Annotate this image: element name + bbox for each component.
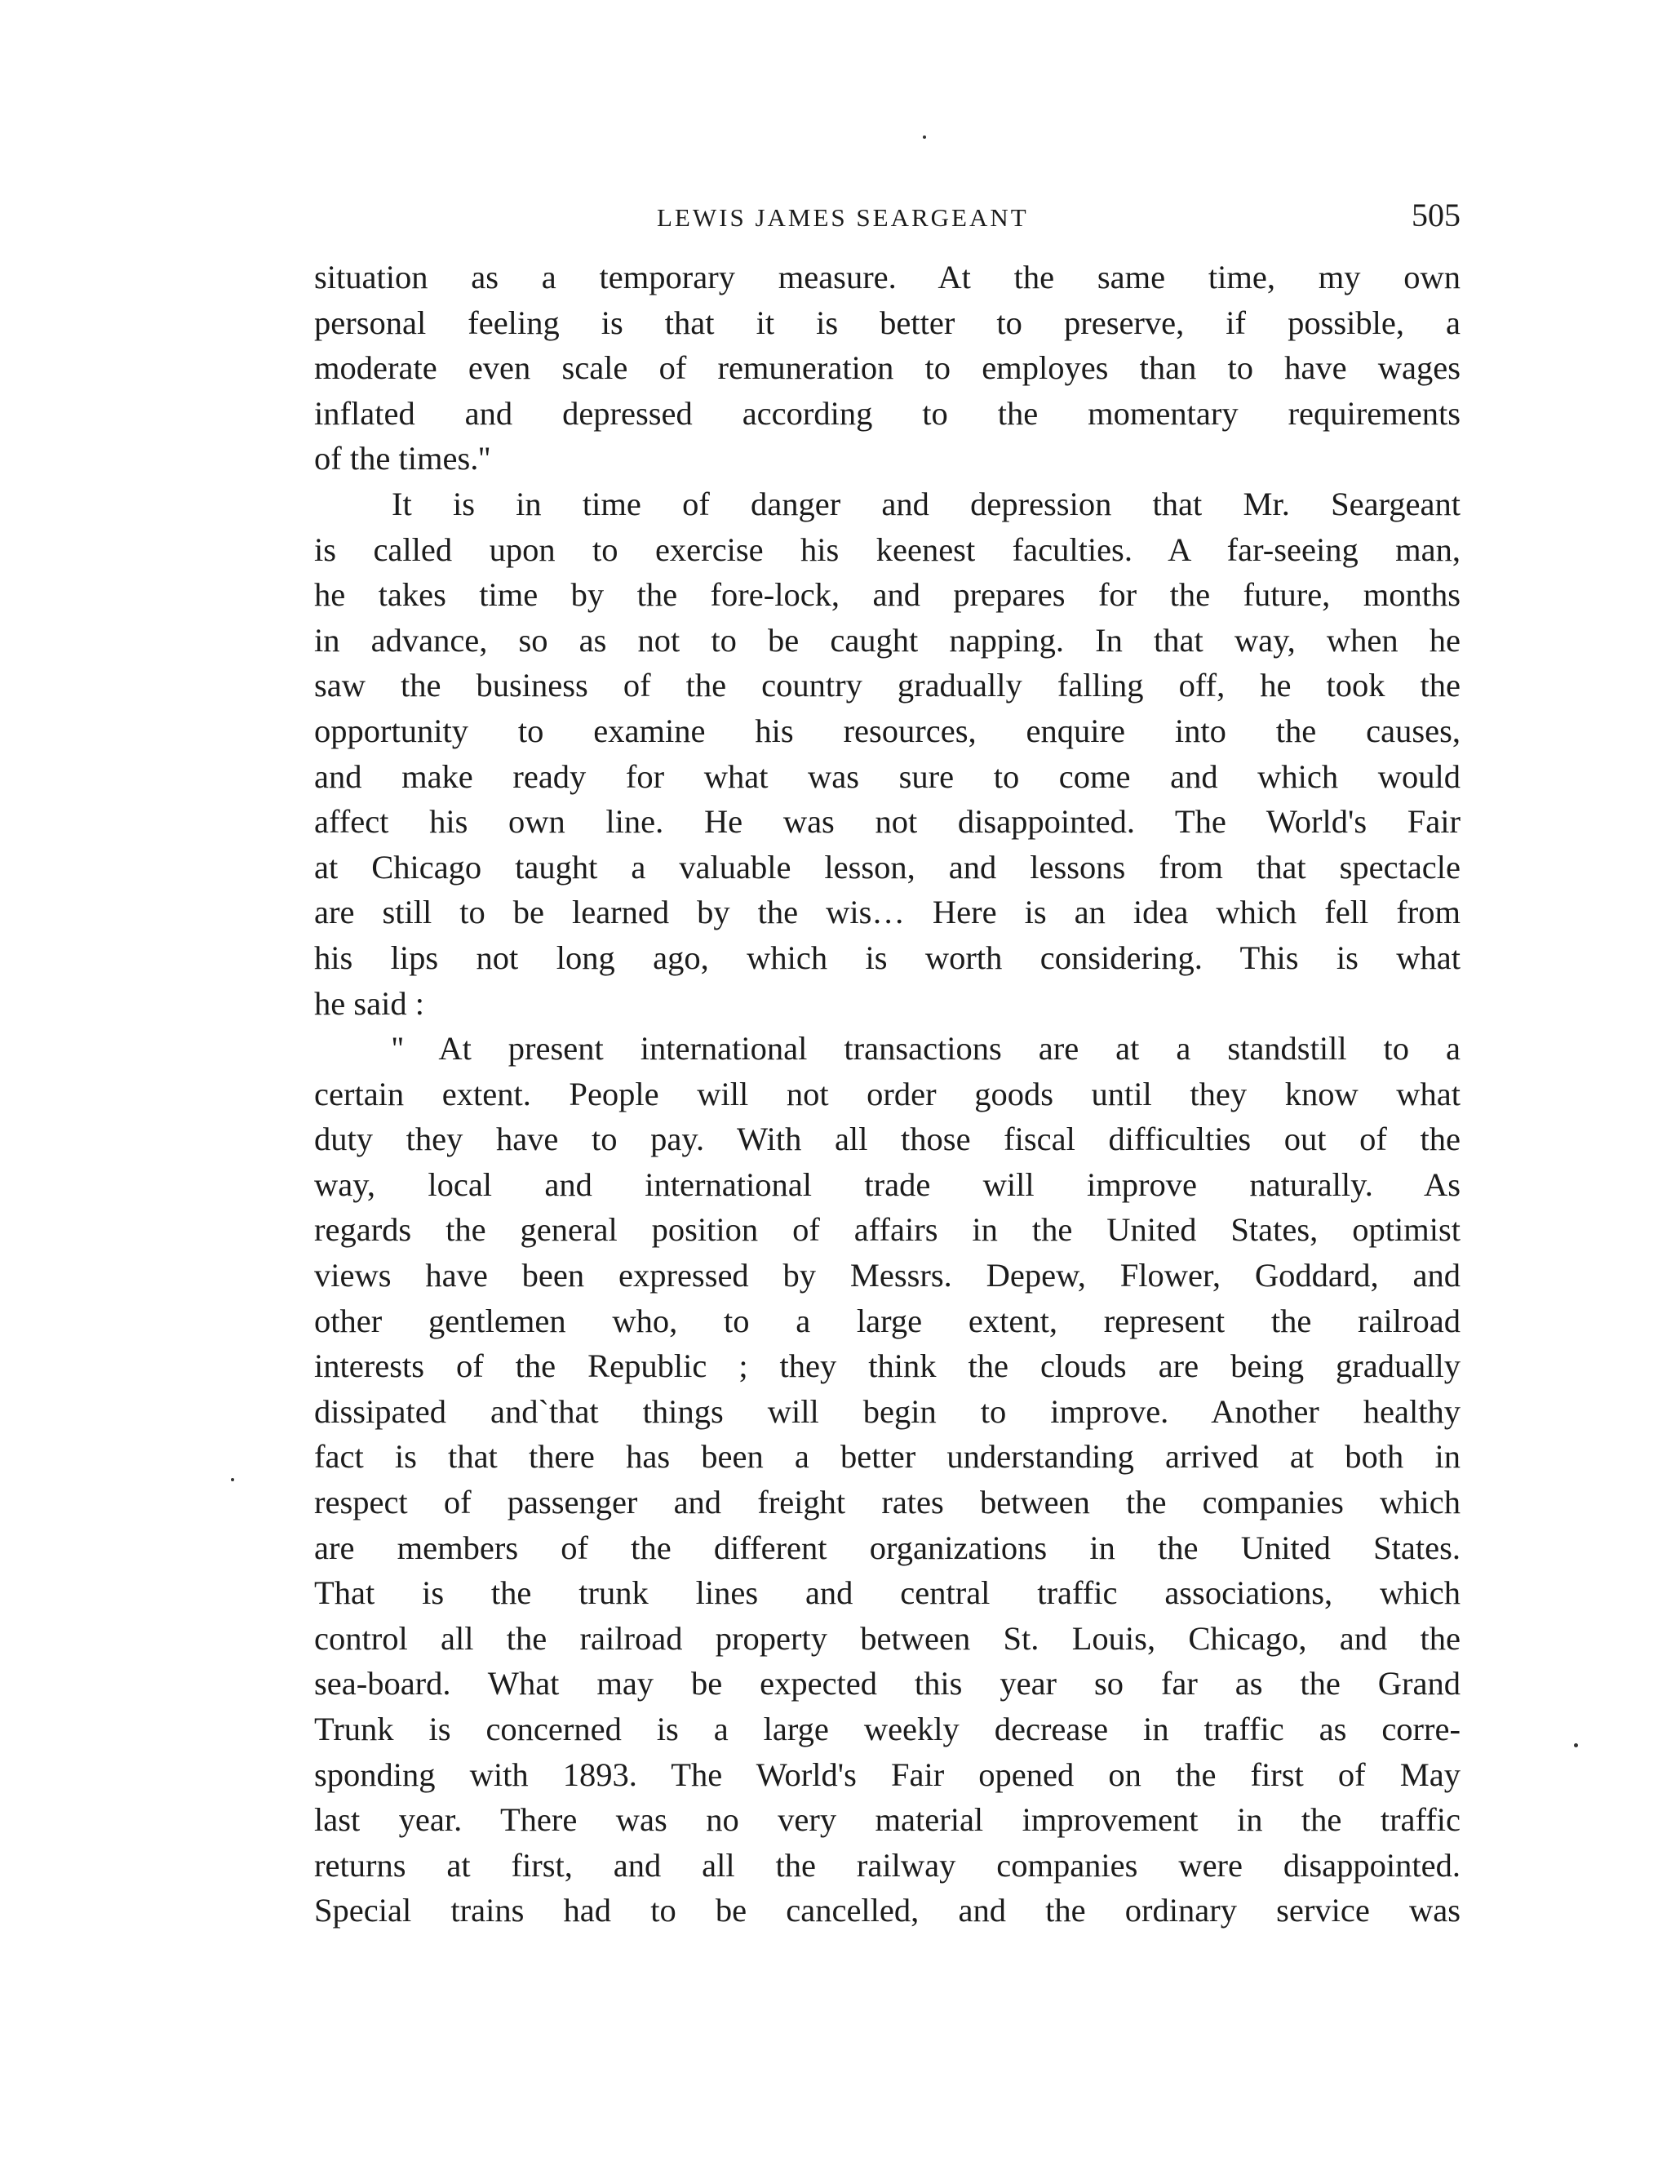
text-line: personal feeling is that it is better to preserve, if possible, a [314,304,1461,341]
text-line: It is in time of danger and depression that Mr. Seargeant [392,485,1461,522]
text-line: and make ready for what was sure to come and which would [314,757,1461,795]
text-line: opportunity to examine his resources, enquire into the causes, [314,712,1461,749]
print-speck [1574,1743,1578,1747]
text-line: inflated and depressed according to the momentary requirements [314,394,1461,432]
text-line: '' At present international transactions are at a standstill to a [392,1030,1461,1068]
text-line: moderate even scale of remuneration to employes than to have wages [314,349,1461,387]
text-line: dissipated and`that things will begin to improve. Another healthy [314,1392,1461,1430]
text-line: returns at first, and all the railway companies were disappointed. [314,1846,1461,1884]
text-line: at Chicago taught a valuable lesson, and lessons from that spectacle [314,848,1461,886]
text-line: his lips not long ago, which is worth considering. This is what [314,939,1461,976]
text-line: he takes time by the fore-lock, and prepares for the future, months [314,576,1461,614]
print-speck [923,135,926,139]
text-line: other gentlemen who, to a large extent, represent the railroad [314,1302,1461,1339]
text-line: That is the trunk lines and central traffic associations, which [314,1574,1461,1612]
text-line: is called upon to exercise his keenest faculties. A far-seeing man, [314,530,1461,568]
text-line: respect of passenger and freight rates between the companies which [314,1484,1461,1521]
text-line: affect his own line. He was not disappointed. The World's Fair [314,803,1461,841]
text-line: way, local and international trade will improve naturally. As [314,1165,1461,1203]
page-number: 505 [1412,197,1461,233]
running-title: LEWIS JAMES SEARGEANT [657,203,1029,232]
text-line: in advance, so as not to be caught napping. In that way, when he [314,621,1461,659]
text-line: of the times.'' [314,440,490,477]
running-head [314,196,1461,245]
text-line: situation as a temporary measure. At the same time, my own [314,259,1461,295]
body-text [314,255,1461,1933]
text-line: Trunk is concerned is a large weekly decrease in traffic as corre- [314,1711,1461,1747]
text-line: views have been expressed by Messrs. Depew, Flower, Goddard, and [314,1257,1461,1294]
text-line: regards the general position of affairs in the United States, optimist [314,1211,1461,1249]
text-line: are members of the different organizations in the United States. [314,1529,1461,1566]
text-line: control all the railroad property between St. Louis, Chicago, and the [314,1619,1461,1657]
text-line: last year. There was no very material improvement in the traffic [314,1801,1461,1839]
text-line: Special trains had to be cancelled, and the ordinary service was [314,1892,1461,1929]
text-line: sponding with 1893. The World's Fair opened on the first of May [314,1756,1461,1793]
text-line: fact is that there has been a better understanding arrived at both in [314,1438,1461,1476]
text-line: certain extent. People will not order goods until they know what [314,1075,1461,1112]
text-line: duty they have to pay. With all those fiscal difficulties out of the [314,1121,1461,1158]
text-line: sea-board. What may be expected this year so far as the Grand [314,1665,1461,1702]
text-line: saw the business of the country gradually falling off, he took the [314,667,1461,704]
text-line: are still to be learned by the wis… Here is an idea which fell from [314,894,1461,931]
text-line: he said : [314,984,424,1022]
text-line: interests of the Republic ; they think the clouds are being gradually [314,1347,1461,1385]
print-speck [231,1478,234,1481]
